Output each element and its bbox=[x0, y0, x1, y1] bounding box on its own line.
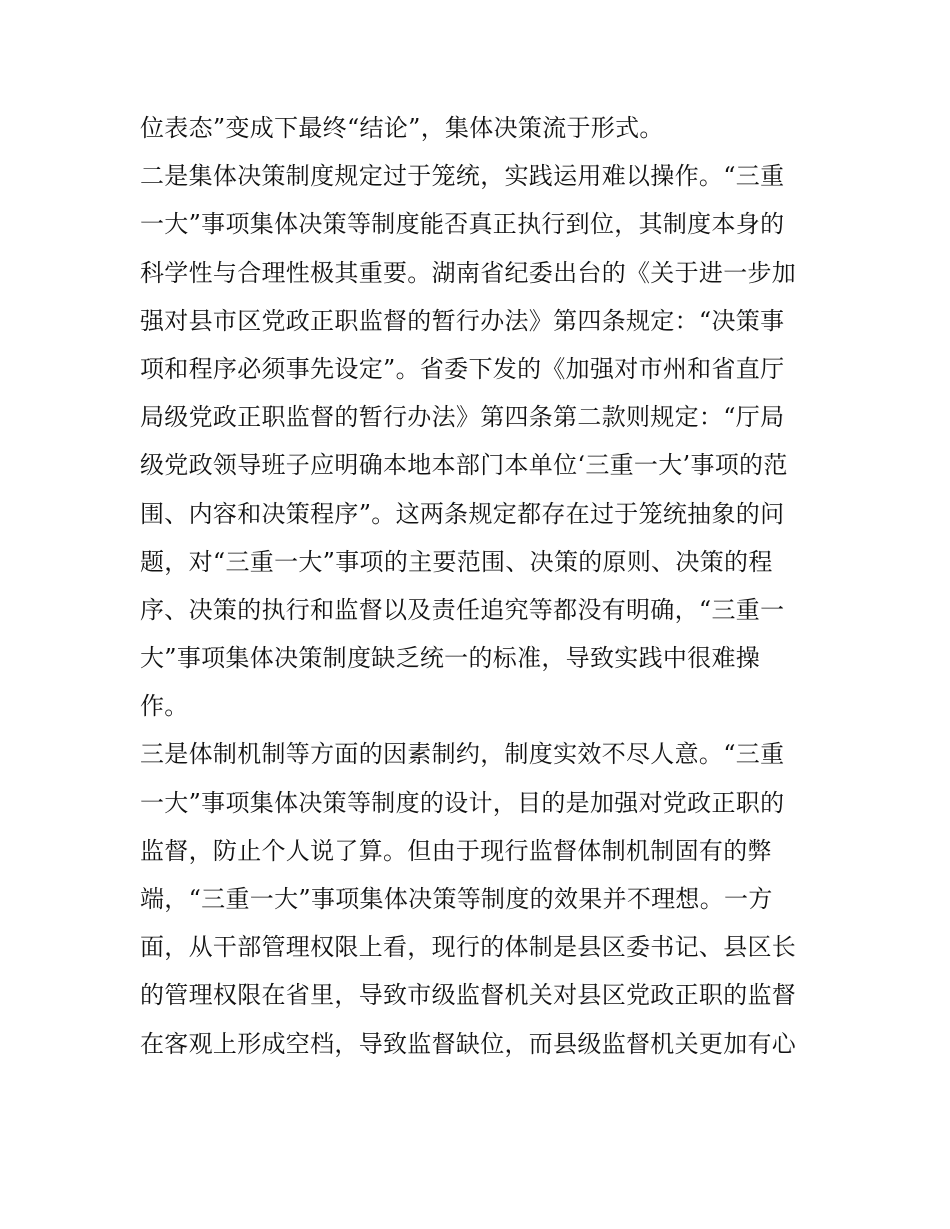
text-line: 题，对“三重一大”事项的主要范围、决策的原则、决策的程 bbox=[140, 547, 773, 576]
text-line: 位表态”变成下最终“结论”，集体决策流于形式。 bbox=[140, 114, 664, 142]
text-line: 的管理权限在省里，导致市级监督机关对县区党政正职的监督 bbox=[140, 981, 797, 1010]
text-line: 端，“三重一大”事项集体决策等制度的效果并不理想。一方 bbox=[140, 885, 773, 913]
text-line: 二是集体决策制度规定过于笼统，实践运用难以操作。“三重 bbox=[140, 162, 785, 191]
document-body bbox=[140, 104, 820, 1068]
text-line: 在客观上形成空档，导致监督缺位，而县级监督机关更加有心 bbox=[140, 1029, 797, 1058]
text-line: 科学性与合理性极其重要。湖南省纪委出台的《关于进一步加 bbox=[140, 258, 797, 287]
text-line: 三是体制机制等方面的因素制约，制度实效不尽人意。“三重 bbox=[140, 740, 785, 769]
text-line: 强对县市区党政正职监督的暂行办法》第四条规定：“决策事 bbox=[140, 306, 785, 335]
text-line: 级党政领导班子应明确本地本部门本单位‘三重一大’事项的范 bbox=[140, 451, 788, 480]
text-line: 作。 bbox=[140, 692, 189, 721]
text-line: 围、内容和决策程序”。这两条规定都存在过于笼统抽象的问 bbox=[140, 499, 785, 528]
text-line: 局级党政正职监督的暂行办法》第四条第二款则规定：“厅局 bbox=[140, 403, 785, 432]
text-line: 大”事项集体决策制度缺乏统一的标准，导致实践中很难操 bbox=[140, 644, 761, 673]
text-line: 项和程序必须事先设定”。省委下发的《加强对市州和省直厅 bbox=[140, 354, 785, 383]
text-line: 一大”事项集体决策等制度能否真正执行到位，其制度本身的 bbox=[140, 210, 785, 239]
text-line: 面，从干部管理权限上看，现行的体制是县区委书记、县区长 bbox=[140, 933, 797, 962]
text-line: 监督，防止个人说了算。但由于现行监督体制机制固有的弊 bbox=[140, 836, 772, 865]
text-line: 序、决策的执行和监督以及责任追究等都没有明确，“三重一 bbox=[140, 595, 785, 624]
text-line: 一大”事项集体决策等制度的设计，目的是加强对党政正职的 bbox=[140, 788, 785, 817]
